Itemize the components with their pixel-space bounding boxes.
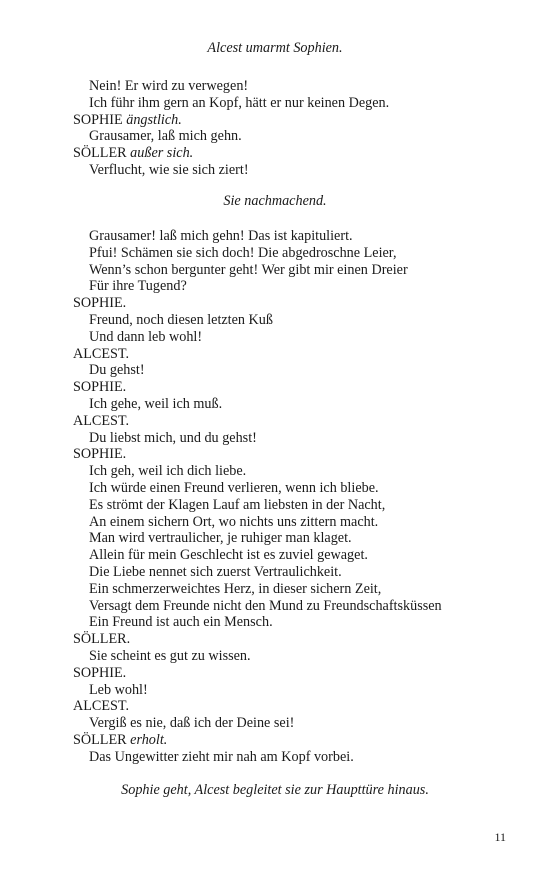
speaker-name: SÖLLER bbox=[73, 145, 127, 162]
verse-line: Du gehst! bbox=[89, 362, 145, 379]
speaker-name: SOPHIE. bbox=[73, 295, 127, 312]
speaker-name: ALCEST. bbox=[73, 412, 130, 429]
text-block-1 bbox=[73, 78, 533, 179]
verse-line: Das Ungewitter zieht mir nah am Kopf vorbei. bbox=[89, 748, 354, 765]
speaker-line bbox=[73, 631, 533, 648]
verse-line: Verflucht, wie sie sich ziert! bbox=[89, 161, 249, 178]
speaker-name: SÖLLER. bbox=[73, 631, 131, 648]
verse-line: Für ihre Tugend? bbox=[89, 278, 187, 295]
speaker-line bbox=[73, 732, 533, 749]
speaker-name: ALCEST. bbox=[73, 345, 130, 362]
verse-line: Versagt dem Freunde nicht den Mund zu Freundschaftsküssen bbox=[89, 597, 442, 614]
stage-direction-bottom: Sophie geht, Alcest begleitet sie zur Haupttüre hinaus. bbox=[121, 782, 429, 798]
speaker-line bbox=[73, 346, 533, 363]
stage-direction-inline: außer sich. bbox=[130, 145, 194, 162]
text-block-2 bbox=[73, 228, 533, 766]
speaker-name: SOPHIE. bbox=[73, 379, 127, 396]
stage-direction-inline: ängstlich. bbox=[126, 111, 182, 128]
speaker-name: SOPHIE bbox=[73, 111, 123, 128]
verse-line: Ich gehe, weil ich muß. bbox=[89, 395, 223, 412]
verse-line: Freund, noch diesen letzten Kuß bbox=[89, 311, 273, 328]
verse-line: Es strömt der Klagen Lauf am liebsten in der Nacht, bbox=[89, 496, 386, 513]
stage-direction-top: Alcest umarmt Sophien. bbox=[207, 40, 343, 56]
verse-line: Du liebst mich, und du gehst! bbox=[89, 429, 257, 446]
verse-line: Grausamer, laß mich gehn. bbox=[89, 128, 242, 145]
verse-line: Ich würde einen Freund verlieren, wenn ich bliebe. bbox=[89, 479, 379, 496]
stage-direction-middle: Sie nachmachend. bbox=[223, 193, 327, 209]
verse-line: Nein! Er wird zu verwegen! bbox=[89, 78, 249, 94]
verse-line: Die Liebe nennet sich zuerst Vertraulichkeit. bbox=[89, 563, 342, 580]
verse-line: Man wird vertraulicher, je ruhiger man klaget. bbox=[89, 530, 352, 547]
verse-line: Ich führ ihm gern an Kopf, hätt er nur keinen Degen. bbox=[89, 94, 390, 111]
verse-line: Ich geh, weil ich dich liebe. bbox=[89, 463, 247, 480]
speaker-line bbox=[73, 379, 533, 396]
verse-line: Wenn’s schon bergunter geht! Wer gibt mir einen Dreier bbox=[89, 261, 408, 278]
speaker-line bbox=[73, 446, 533, 463]
verse-line: Grausamer! laß mich gehn! Das ist kapituliert. bbox=[89, 228, 353, 244]
verse-line: Leb wohl! bbox=[89, 681, 148, 698]
speaker-line bbox=[73, 145, 533, 162]
speaker-name: SÖLLER bbox=[73, 731, 127, 748]
verse-line: Sie scheint es gut zu wissen. bbox=[89, 647, 251, 664]
verse-line: An einem sichern Ort, wo nichts uns zittern macht. bbox=[89, 513, 379, 530]
verse-line: Und dann leb wohl! bbox=[89, 328, 203, 345]
speaker-name: ALCEST. bbox=[73, 698, 130, 715]
verse-line: Ein Freund ist auch ein Mensch. bbox=[89, 614, 273, 631]
speaker-line bbox=[73, 665, 533, 682]
speaker-line bbox=[73, 295, 533, 312]
speaker-name: SOPHIE. bbox=[73, 664, 127, 681]
stage-direction-inline: erholt. bbox=[130, 731, 168, 748]
speaker-name: SOPHIE. bbox=[73, 446, 127, 463]
speaker-line bbox=[73, 413, 533, 430]
verse-line: Pfui! Schämen sie sich doch! Die abgedroschne Leier, bbox=[89, 244, 397, 261]
page-number: 11 bbox=[494, 830, 506, 844]
speaker-line bbox=[73, 112, 533, 129]
verse-line: Vergiß es nie, daß ich der Deine sei! bbox=[89, 715, 295, 732]
speaker-line bbox=[73, 698, 533, 715]
verse-line: Allein für mein Geschlecht ist es zuviel gewaget. bbox=[89, 547, 368, 564]
verse-line: Ein schmerzerweichtes Herz, in dieser sichern Zeit, bbox=[89, 580, 382, 597]
